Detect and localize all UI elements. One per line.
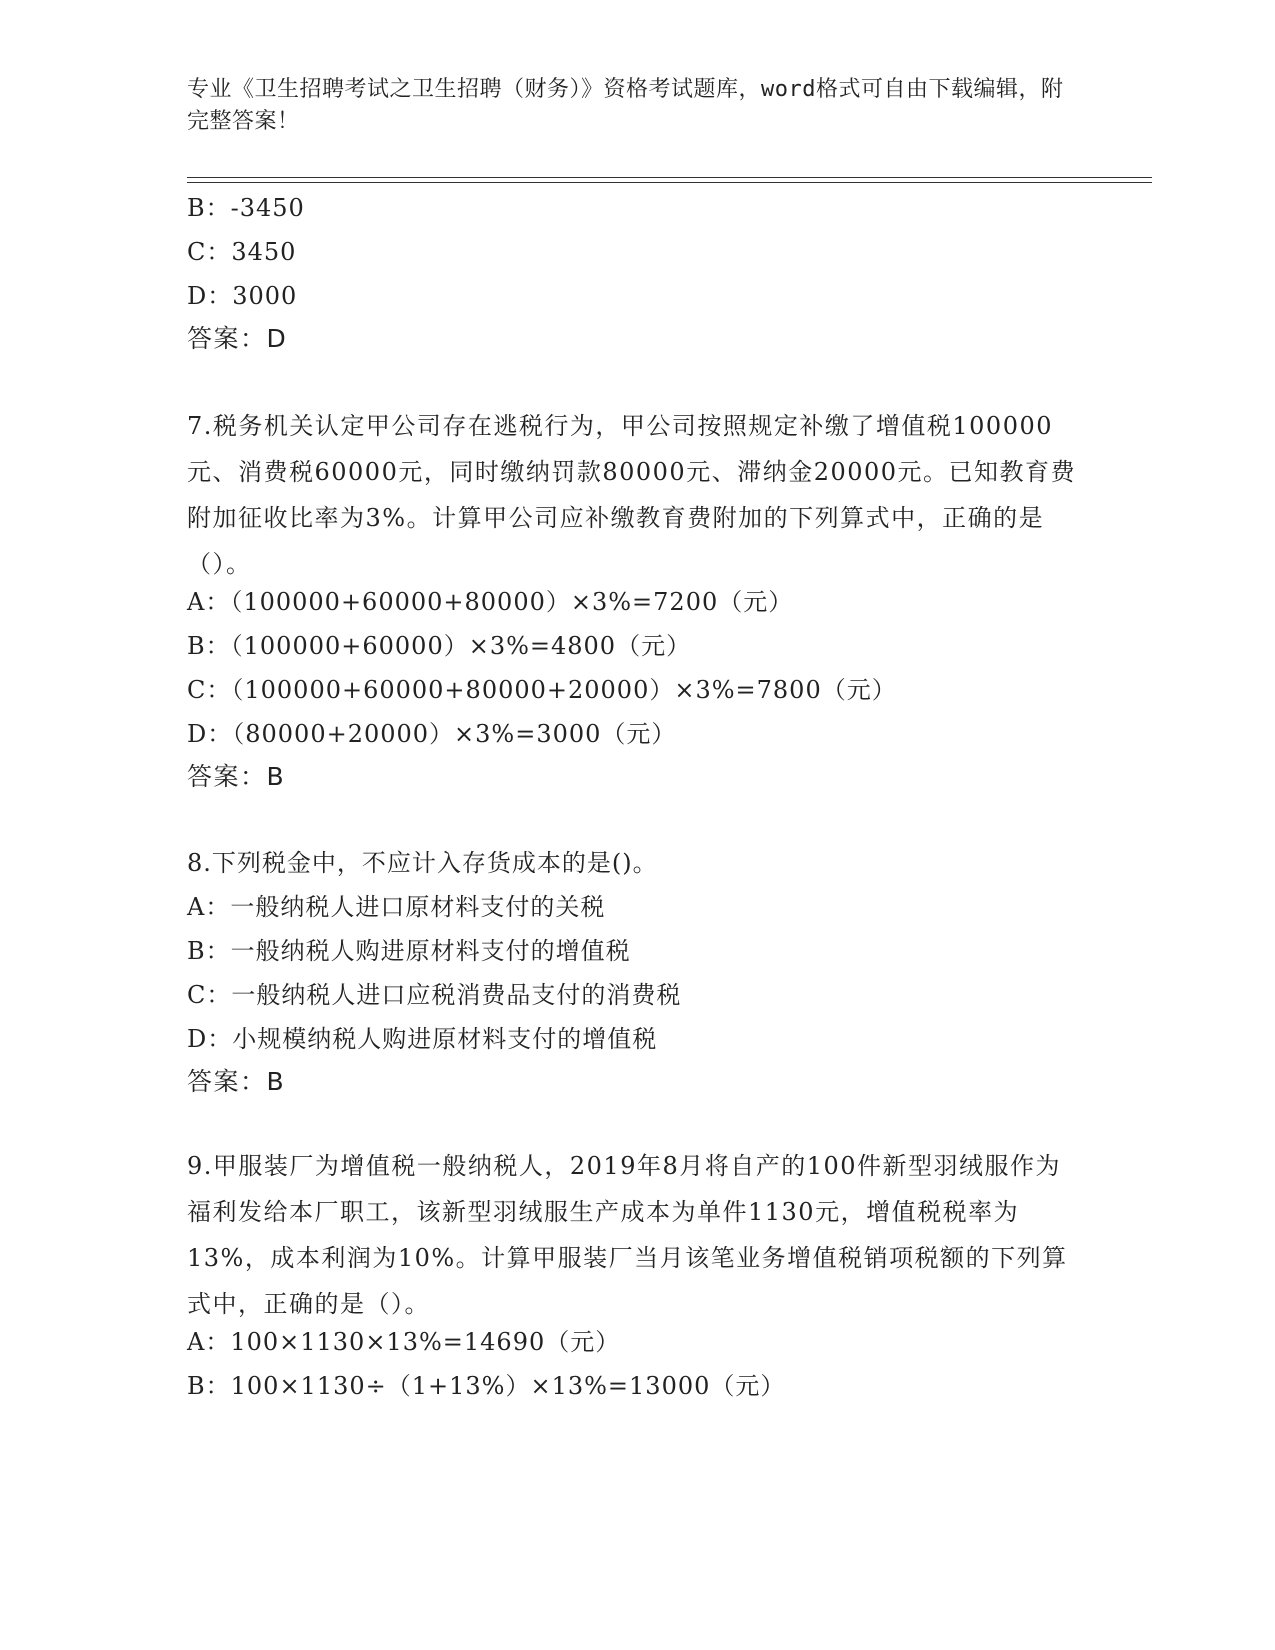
q7-stem: 7.税务机关认定甲公司存在逃税行为，甲公司按照规定补缴了增值税100000元、消费税60000元，同时缴纳罚款80000元、滞纳金20000元。已知教育费附加征收比率为3%。计算甲公司应补缴教育费附加的下列算式中，正确的是（）。 bbox=[187, 412, 1077, 578]
q7-answer: 答案：B bbox=[187, 762, 286, 791]
q7-option-a: A：（100000+60000+80000）×3%=7200（元） bbox=[187, 588, 794, 616]
q9-option-b: B：100×1130÷（1+13%）×13%=13000（元） bbox=[187, 1372, 786, 1400]
q7-option-b: B：（100000+60000）×3%=4800（元） bbox=[187, 632, 692, 660]
q6-option-c: C：3450 bbox=[187, 238, 297, 266]
q9-stem: 9.甲服装厂为增值税一般纳税人，2019年8月将自产的100件新型羽绒服作为福利发给本厂职工，该新型羽绒服生产成本为单件1130元，增值税税率为13%，成本利润为10%。计算甲服装厂当月该笔业务增值税销项税额的下列算式中，正确的是（）。 bbox=[187, 1152, 1068, 1318]
q8-answer: 答案：B bbox=[187, 1067, 286, 1096]
header-divider-top bbox=[187, 177, 1152, 178]
q9-option-a: A：100×1130×13%=14690（元） bbox=[187, 1328, 621, 1356]
q6-option-d: D：3000 bbox=[187, 282, 298, 310]
q8-stem: 8.下列税金中，不应计入存货成本的是()。 bbox=[187, 849, 658, 877]
q8-option-b: B：一般纳税人购进原材料支付的增值税 bbox=[187, 937, 631, 965]
q7-option-d: D：（80000+20000）×3%=3000（元） bbox=[187, 720, 677, 748]
page-header-title: 专业《卫生招聘考试之卫生招聘（财务）》资格考试题库，word格式可自由下载编辑，附完整答案！ bbox=[187, 77, 1064, 134]
q6-answer: 答案：D bbox=[187, 324, 288, 353]
q8-option-d: D：小规模纳税人购进原材料支付的增值税 bbox=[187, 1025, 658, 1053]
q8-option-a: A：一般纳税人进口原材料支付的关税 bbox=[187, 893, 606, 921]
header-divider-bottom bbox=[187, 182, 1152, 183]
q8-option-c: C：一般纳税人进口应税消费品支付的消费税 bbox=[187, 981, 682, 1009]
q7-option-c: C：（100000+60000+80000+20000）×3%=7800（元） bbox=[187, 676, 897, 704]
q6-option-b: B：-3450 bbox=[187, 194, 305, 222]
